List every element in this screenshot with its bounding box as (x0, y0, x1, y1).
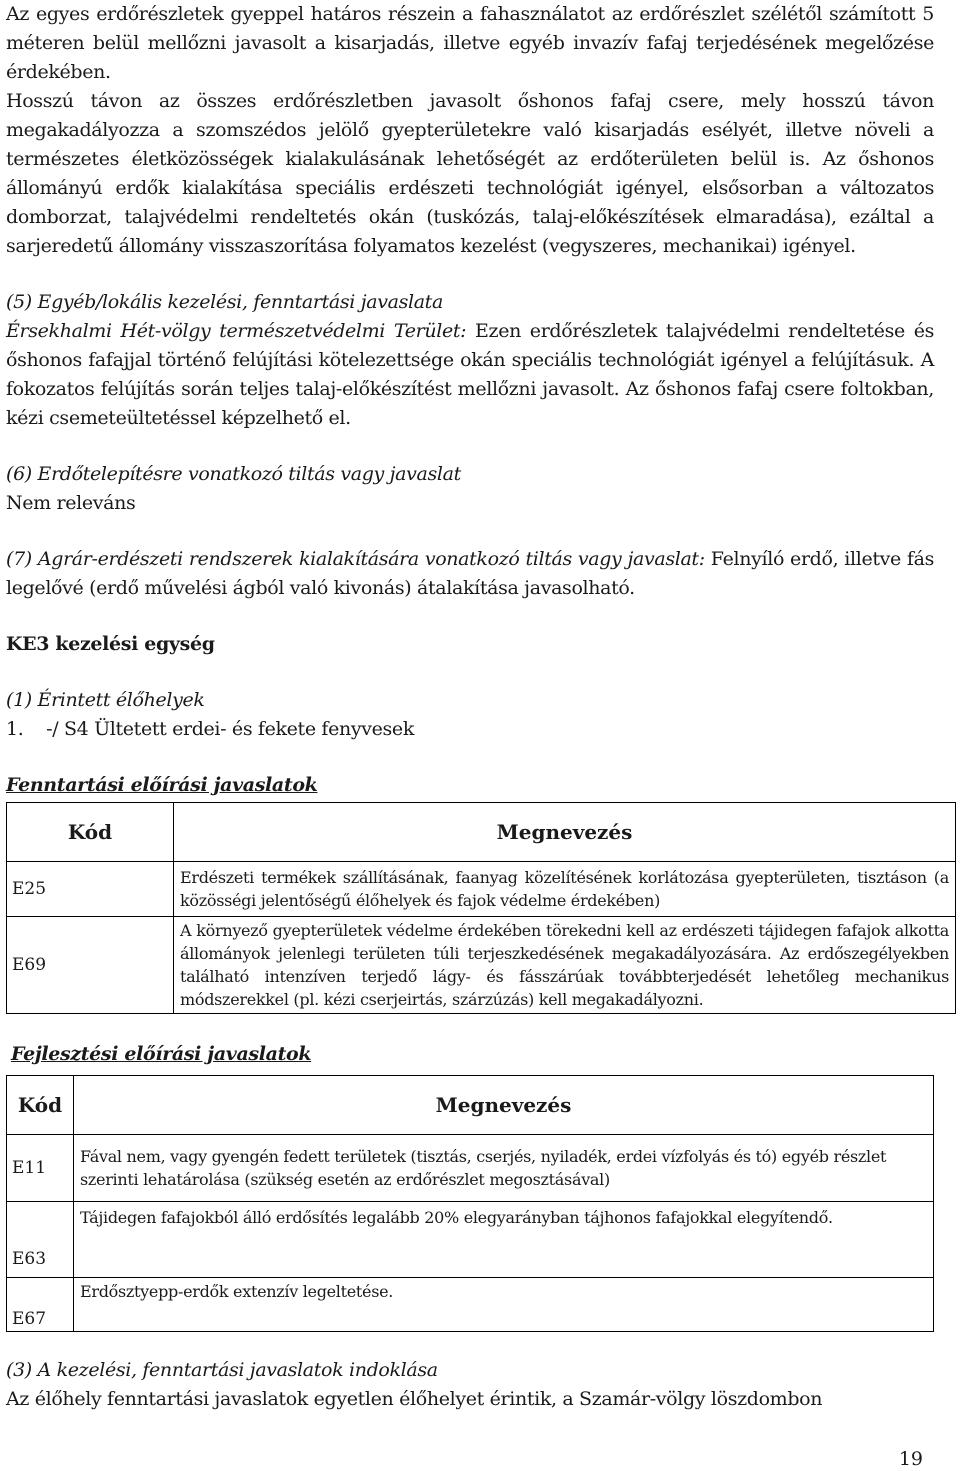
table-row (7, 1135, 934, 1202)
table-row (7, 1202, 934, 1278)
maintenance-text-e69: A környező gyepterületek védelme érdekében törekedni kell az erdészeti tájidegen fafajok alkotta állományok jelenlegi területen túli terjeszkedésének megakadályozására. Az erdőszegélyekben található intenzíven terjedő lágy- és fásszárúak továbbterjedését lehetőleg mechanikus módszerekkel (pl. kézi cserjeirtás, szárzúzás) kell megakadályozni. (174, 917, 956, 1014)
development-title: Fejlesztési előírási javaslatok (11, 1043, 312, 1065)
maintenance-code-e69: E69 (7, 917, 174, 1014)
maintenance-title: Fenntartási előírási javaslatok (6, 774, 318, 796)
maintenance-col-code: Kód (7, 803, 174, 862)
section-3 (6, 1356, 934, 1414)
habitats-section (6, 686, 934, 744)
section-5 (6, 288, 934, 433)
habitats-item: 1. -/ S4 Ültetett erdei- és fekete fenyvesek (6, 718, 414, 740)
development-code-e11: E11 (7, 1135, 74, 1202)
section-7 (6, 545, 934, 603)
section-3-heading: (3) A kezelési, fenntartási javaslatok indoklása (6, 1359, 438, 1381)
maintenance-code-e25: E25 (7, 862, 174, 917)
development-col-code: Kód (7, 1076, 74, 1135)
section-5-heading: (5) Egyéb/lokális kezelési, fenntartási javaslata (6, 291, 443, 313)
development-col-name: Megnevezés (74, 1076, 934, 1135)
paragraph-forest-edge: Az egyes erdőrészletek gyeppel határos részein a fahasználatot az erdőrészlet szélétől számított 5 méteren belül mellőzni javasolt a kisarjadás, illetve egyéb invazív fafaj terjedésének megelőzése érdekében. (6, 3, 934, 83)
table-row (7, 917, 956, 1014)
paragraph-native-species: Hosszú távon az összes erdőrészletben javasolt őshonos fafaj csere, mely hosszú távon megakadályozza a szomszédos jelölő gyepterületekre való kisarjadás esélyét, illetve növeli a természetes életközösségek kialakulásának lehetőségét az erdőterületen belül is. Az őshonos állományú erdők kialakítása speciális erdészeti technológiát igényel, elsősorban a változatos domborzat, talajvédelmi rendeltetés okán (tuskózás, talaj-előkészítések elmaradása), ezáltal a sarjeredetű állomány visszaszorítása folyamatos kezelést (vegyszeres, mechanikai) igényel. (6, 90, 934, 257)
development-text-e67: Erdősztyepp-erdők extenzív legeltetése. (74, 1278, 934, 1332)
development-table (6, 1075, 934, 1332)
section-5-area-label: Érsekhalmi Hét-völgy természetvédelmi Terület: (6, 320, 467, 342)
section-5-text: Ezen erdőrészletek talajvédelmi rendeltetése és őshonos fafajjal történő felújítási kötelezettsége okán speciális technológiát igényel a felújításuk. A fokozatos felújítás során teljes talaj-előkészítést mellőzni javasolt. Az őshonos fafaj csere foltokban, kézi csemeteültetéssel képzelhető el. (6, 320, 934, 429)
development-code-e63: E63 (7, 1202, 74, 1278)
maintenance-col-name: Megnevezés (174, 803, 956, 862)
section-6 (6, 460, 934, 518)
table-row (7, 862, 956, 917)
section-3-text: Az élőhely fenntartási javaslatok egyetlen élőhelyet érintik, a Szamár-völgy löszdombon (6, 1388, 823, 1410)
section-6-heading: (6) Erdőtelepítésre vonatkozó tiltás vagy javaslat (6, 463, 461, 485)
ke3-title: KE3 kezelési egység (6, 633, 215, 655)
document-page (6, 0, 949, 1414)
maintenance-text-e25: Erdészeti termékek szállításának, faanyag közelítésének korlátozása gyepterületen, tisztáson (a közösségi jelentőségű élőhelyek és fajok védelme érdekében) (174, 862, 956, 917)
page-number: 19 (898, 1448, 923, 1470)
development-text-e11: Fával nem, vagy gyengén fedett területek (tisztás, cserjés, nyiladék, erdei vízfolyás és tó) egyéb részlet szerinti lehatárolása (szükség esetén az erdőrészlet megosztásával) (74, 1135, 934, 1202)
section-7-text: Felnyíló erdő, illetve fás legelővé (erdő művelési ágból való kivonás) átalakítása javasolható. (6, 548, 934, 599)
maintenance-table (6, 802, 956, 1014)
habitats-heading: (1) Érintett élőhelyek (6, 689, 205, 711)
development-text-e63: Tájidegen fafajokból álló erdősítés legalább 20% elegyarányban tájhonos fafajokkal elegyítendő. (74, 1202, 934, 1278)
development-code-e67: E67 (7, 1278, 74, 1332)
section-6-text: Nem releváns (6, 492, 136, 514)
section-7-heading: (7) Agrár-erdészeti rendszerek kialakítására vonatkozó tiltás vagy javaslat: (6, 548, 705, 570)
development-header-row (7, 1076, 934, 1135)
table-row (7, 1278, 934, 1332)
maintenance-header-row (7, 803, 956, 862)
